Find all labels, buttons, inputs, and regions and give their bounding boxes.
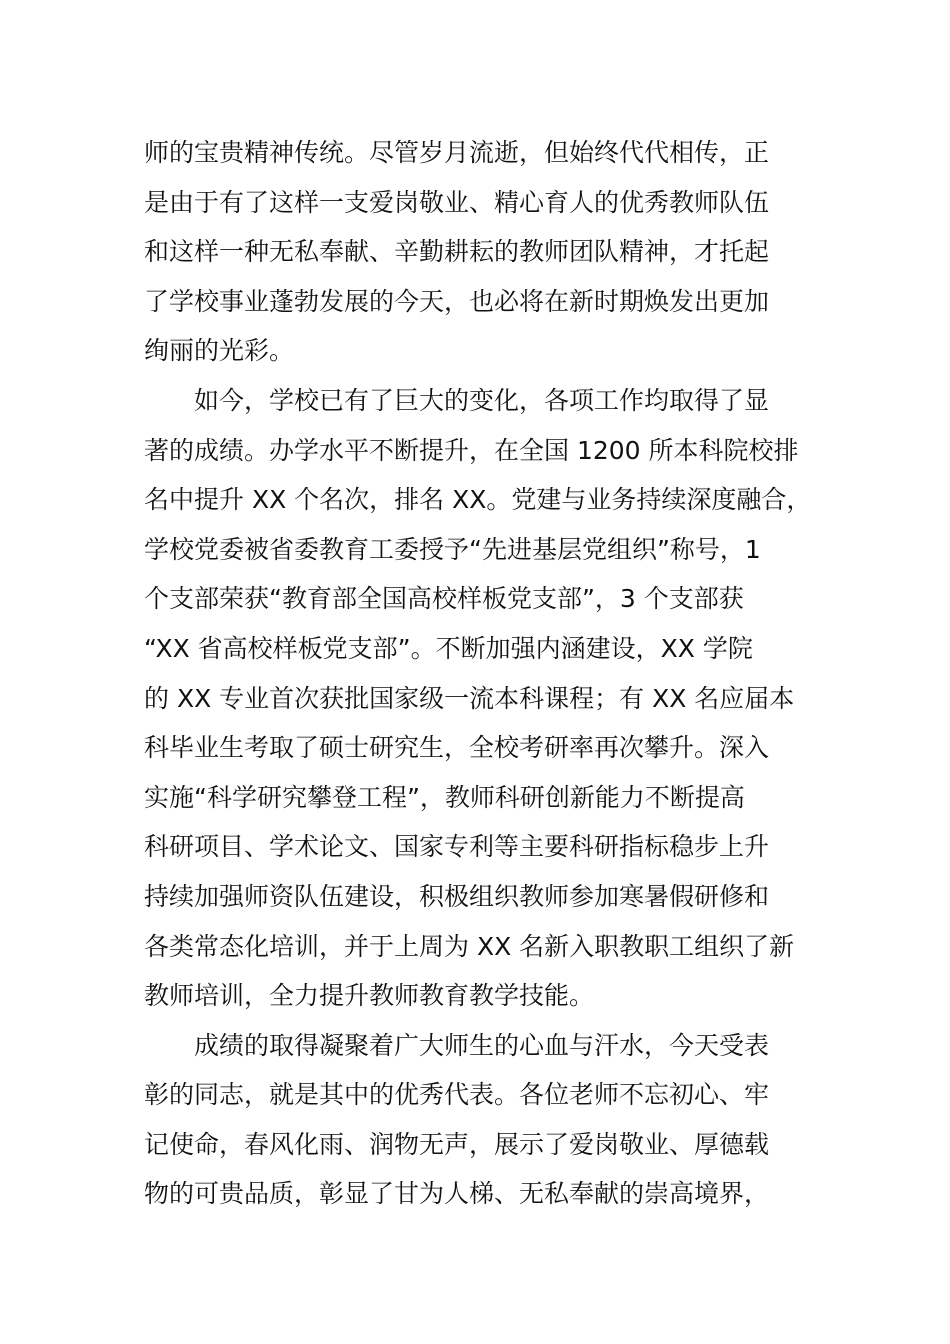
- text-line: 彰的同志，就是其中的优秀代表。各位老师不忘初心、牢: [144, 1080, 770, 1110]
- text-line: 教师培训，全力提升教师教育教学技能。: [144, 981, 595, 1011]
- text-line: 持续加强师资队伍建设，积极组织教师参加寒暑假研修和: [144, 881, 770, 911]
- paragraph-start-line: 成绩的取得凝聚着广大师生的心血与汗水，今天受表: [194, 1030, 770, 1060]
- text-line: 和这样一种无私奉献、辛勤耕耘的教师团队精神，才托起: [144, 237, 770, 267]
- text-line: “XX 省高校样板党支部”。不断加强内涵建设，XX 学院: [144, 633, 753, 663]
- text-line: 实施“科学研究攀登工程”，教师科研创新能力不断提高: [144, 782, 745, 812]
- text-line: 学校党委被省委教育工委授予“先进基层党组织”称号，1: [144, 534, 761, 564]
- text-line: 科研项目、学术论文、国家专利等主要科研指标稳步上升: [144, 832, 770, 862]
- text-line: 名中提升 XX 个名次，排名 XX。党建与业务持续深度融合，: [144, 485, 812, 515]
- text-line: 了学校事业蓬勃发展的今天，也必将在新时期焕发出更加: [144, 286, 770, 316]
- text-line: 师的宝贵精神传统。尽管岁月流逝，但始终代代相传，正: [144, 138, 770, 167]
- text-line: 记使命，春风化雨、润物无声，展示了爱岗敬业、厚德载: [144, 1129, 770, 1159]
- text-line: 各类常态化培训，并于上周为 XX 名新入职教职工组织了新: [144, 931, 795, 961]
- text-line: 是由于有了这样一支爱岗敬业、精心育人的优秀教师队伍: [144, 187, 770, 217]
- text-line: 绚丽的光彩。: [144, 336, 295, 366]
- text-line: 物的可贵品质，彰显了甘为人梯、无私奉献的崇高境界，: [144, 1179, 770, 1209]
- paragraph-start-line: 如今，学校已有了巨大的变化，各项工作均取得了显: [194, 385, 770, 415]
- text-line: 著的成绩。办学水平不断提升，在全国 1200 所本科院校排: [144, 435, 799, 465]
- text-line: 个支部荣获“教育部全国高校样板党支部”，3 个支部获: [144, 584, 744, 614]
- text-line: 科毕业生考取了硕士研究生，全校考研率再次攀升。深入: [144, 733, 770, 763]
- body-text: [144, 128, 834, 1219]
- text-line: 的 XX 专业首次获批国家级一流本科课程；有 XX 名应届本: [144, 683, 795, 713]
